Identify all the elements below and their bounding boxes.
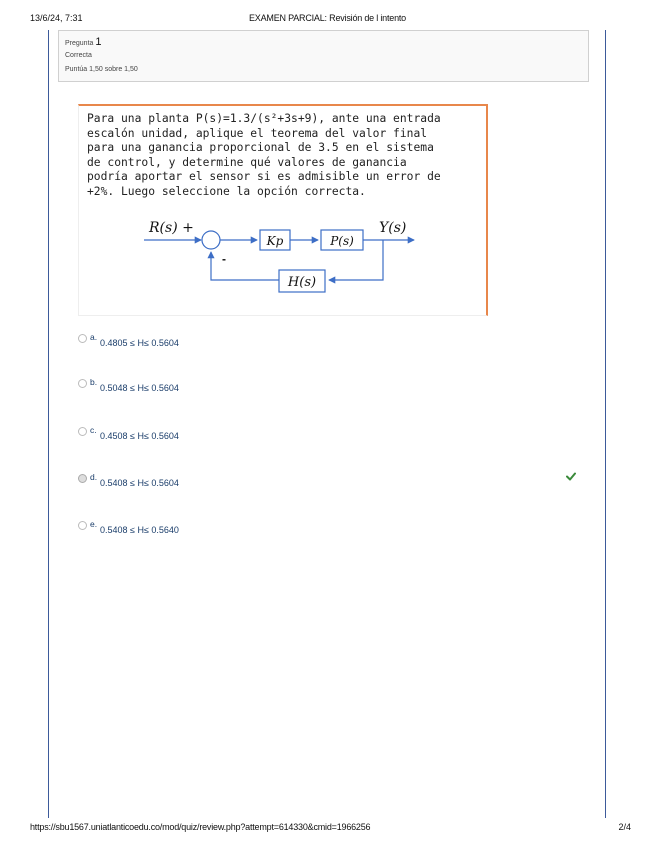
plant-label: P(s) [330,234,354,248]
question-line: Para una planta P(s)=1.3/(s²+3s+9), ante una entrada [87,112,441,125]
controller-label: Kp [266,234,284,248]
radio-b[interactable] [78,379,87,388]
question-score: Puntúa 1,50 sobre 1,50 [65,66,138,73]
option-text: 0.4805 ≤ H≤ 0.5604 [100,338,179,348]
option-text: 0.5408 ≤ H≤ 0.5604 [100,478,179,488]
question-text [87,112,479,200]
question-line: podría aportar el sensor si es admisible un error de [87,170,441,184]
question-line: de control, y determine qué valores de ganancia [87,155,407,169]
question-number [65,35,582,49]
summing-junction [202,231,220,249]
print-title: EXAMEN PARCIAL: Revisión de l intento [248,13,406,23]
page-border-right [605,30,606,818]
minus-sign: - [222,252,226,266]
option-letter: b. [90,377,98,387]
output-label: Y(s) [379,220,407,236]
sensor-label: H(s) [287,275,317,290]
option-letter: a. [90,332,98,342]
print-url: https://sbu1567.uniatlanticoedu.co/mod/quiz/review.php?attempt=614330&cmid=1966256 [30,822,371,832]
option-letter: c. [90,425,97,435]
option-letter: e. [90,519,98,529]
option-letter: d. [90,472,98,482]
page-number: 2/4 [618,822,631,832]
question-box [78,104,488,316]
question-number-value: 1 [95,36,102,48]
print-header [0,13,655,27]
block-diagram [139,218,419,310]
question-line: +2%. Luego seleccione la opción correcta. [87,184,366,198]
check-icon [566,472,576,481]
print-footer [0,822,655,836]
question-label: Pregunta [65,40,94,47]
option-text: 0.4508 ≤ H≤ 0.5604 [100,431,179,441]
question-line: para una ganancia proporcional de 3.5 en el sistema [87,141,434,155]
option-text: 0.5408 ≤ H≤ 0.5640 [100,525,179,535]
radio-d-selected[interactable] [78,474,87,483]
input-label: R(s) + [149,220,194,236]
question-status: Correcta [65,52,92,59]
print-date: 13/6/24, 7:31 [30,13,83,23]
option-text: 0.5048 ≤ H≤ 0.5604 [100,383,179,393]
question-info-box [58,30,589,82]
radio-c[interactable] [78,427,87,436]
page-border-left [48,30,49,818]
radio-e[interactable] [78,521,87,530]
question-line: escalón unidad, aplique el teorema del valor final [87,126,428,140]
radio-a[interactable] [78,334,87,343]
